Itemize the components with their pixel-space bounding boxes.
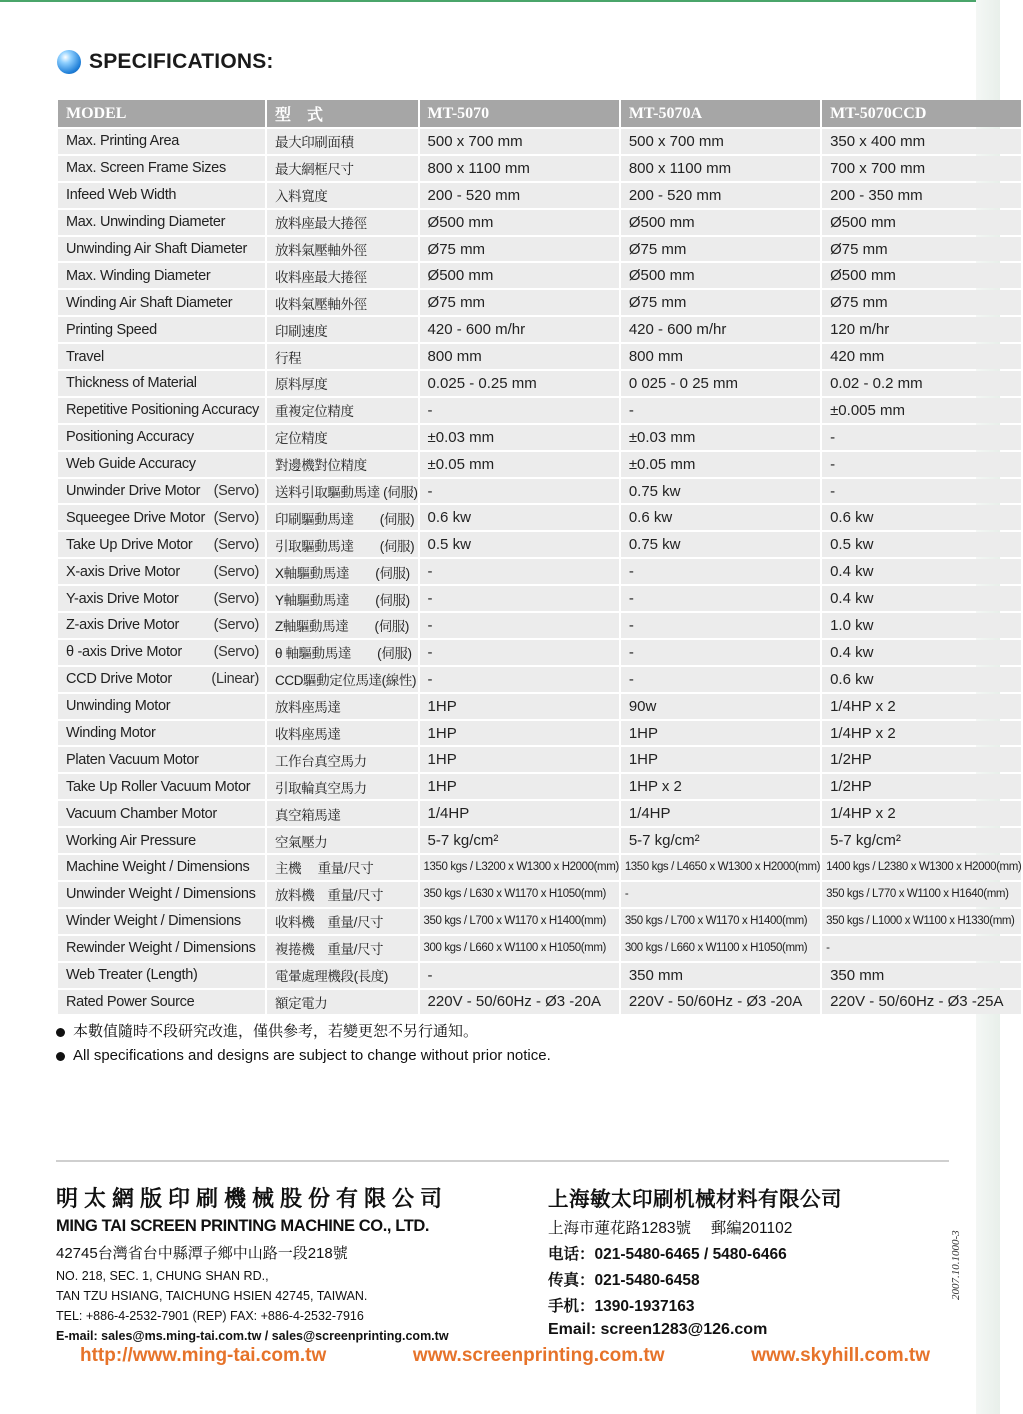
cell-value: 800 x 1100 mm	[621, 156, 820, 181]
row-label-cn: 印刷速度	[267, 317, 418, 342]
row-label-en	[58, 479, 265, 504]
row-label-en	[58, 774, 265, 799]
row-label-cn: θ 軸驅動馬達 (伺服)	[267, 640, 418, 665]
cell-value: 0.5 kw	[822, 532, 1021, 557]
table-row	[58, 371, 1021, 396]
cell-value: 0.6 kw	[621, 505, 820, 530]
table-row	[58, 855, 1021, 880]
cell-value: -	[621, 667, 820, 692]
header-mt-5070: MT-5070	[420, 100, 619, 127]
cell-value: 1400 kgs / L2380 x W1300 x H2000(mm)	[822, 855, 1021, 880]
row-label-cn: 送料引取驅動馬達 (伺服)	[267, 479, 418, 504]
row-label-en-text: Max. Screen Frame Sizes	[66, 160, 226, 177]
table-row	[58, 613, 1021, 638]
table-row	[58, 156, 1021, 181]
address-en-line1: NO. 218, SEC. 1, CHUNG SHAN RD.,	[56, 1269, 269, 1283]
row-label-en-text: Y-axis Drive Motor	[66, 590, 179, 607]
cell-value: 220V - 50/60Hz - Ø3 -20A	[621, 990, 820, 1015]
cell-value: 1HP	[420, 721, 619, 746]
table-row	[58, 774, 1021, 799]
row-label-en-text: Winding Motor	[66, 725, 156, 742]
row-label-cn: 主機 重量/尺寸	[267, 855, 418, 880]
row-label-en	[58, 909, 265, 934]
company-right-fax: 传真：021-5480-6458	[548, 1272, 700, 1289]
cell-value: -	[822, 425, 1021, 450]
row-label-en-text: Unwinding Air Shaft Diameter	[66, 241, 247, 257]
row-label-en-text: Positioning Accuracy	[66, 429, 194, 446]
row-label-en-text: Working Air Pressure	[66, 832, 196, 849]
cell-value: 300 kgs / L660 x W1100 x H1050(mm)	[621, 936, 820, 961]
cell-value: 420 - 600 m/hr	[621, 317, 820, 342]
cell-value: 0.5 kw	[420, 532, 619, 557]
note-en	[56, 1044, 551, 1068]
company-left	[56, 1182, 496, 1343]
company-right	[548, 1182, 928, 1339]
cell-value: 1/4HP	[621, 801, 820, 826]
cell-value: -	[822, 452, 1021, 477]
cell-value: Ø75 mm	[621, 290, 820, 315]
url-bar	[80, 1345, 930, 1367]
cell-value: 1350 kgs / L4650 x W1300 x H2000(mm)	[621, 855, 820, 880]
cell-value: -	[621, 882, 820, 907]
cell-value: Ø500 mm	[621, 210, 820, 235]
row-label-cn: Z軸驅動馬達 (伺服)	[267, 613, 418, 638]
cell-value: ±0.05 mm	[420, 452, 619, 477]
header-mt-5070ccd: MT-5070CCD	[822, 100, 1021, 127]
cell-value: Ø500 mm	[420, 263, 619, 288]
row-label-en	[58, 344, 265, 369]
cell-value: 0 025 - 0 25 mm	[621, 371, 820, 396]
header-mt-5070a: MT-5070A	[621, 100, 820, 127]
row-label-cn: 收料座馬達	[267, 721, 418, 746]
row-label-cn: 空氣壓力	[267, 828, 418, 853]
table-row	[58, 828, 1021, 853]
table-row	[58, 747, 1021, 772]
company-name-en: MING TAI SCREEN PRINTING MACHINE CO., LTD.	[56, 1217, 430, 1235]
cell-value: 200 - 350 mm	[822, 183, 1021, 208]
row-label-cn: 放料機 重量/尺寸	[267, 882, 418, 907]
cell-value: Ø500 mm	[822, 263, 1021, 288]
row-label-en	[58, 559, 265, 584]
cell-value: -	[420, 398, 619, 423]
spec-header	[57, 50, 274, 74]
cell-value: -	[420, 667, 619, 692]
row-label-en-text: Z-axis Drive Motor	[66, 617, 180, 634]
top-rule	[0, 0, 1000, 2]
table-body	[58, 129, 1021, 1014]
row-label-en-text: Take Up Drive Motor	[66, 536, 193, 553]
row-label-en-text: Printing Speed	[66, 321, 157, 338]
row-label-cn: 收料氣壓軸外徑	[267, 290, 418, 315]
row-label-en	[58, 263, 265, 288]
row-label-cn: 最大印刷面積	[267, 129, 418, 154]
cell-value: 0.75 kw	[621, 532, 820, 557]
row-label-en-text: Platen Vacuum Motor	[66, 751, 199, 768]
cell-value: 1350 kgs / L3200 x W1300 x H2000(mm)	[420, 855, 619, 880]
bullet-dot-icon	[56, 1052, 65, 1061]
row-label-en-text: X-axis Drive Motor	[66, 563, 180, 580]
row-label-en	[58, 129, 265, 154]
cell-value: Ø75 mm	[420, 237, 619, 262]
table-row	[58, 398, 1021, 423]
cell-value: Ø75 mm	[420, 290, 619, 315]
row-label-en	[58, 801, 265, 826]
cell-value: 0.025 - 0.25 mm	[420, 371, 619, 396]
row-label-cn: 定位精度	[267, 425, 418, 450]
cell-value: -	[621, 559, 820, 584]
row-label-en-text: Travel	[66, 348, 104, 365]
company-right-email[interactable]: Email: screen1283@126.com	[548, 1321, 768, 1338]
row-label-en	[58, 855, 265, 880]
cell-value: 1/4HP x 2	[822, 801, 1021, 826]
company-right-phone: 电话：021-5480-6465 / 5480-6466	[548, 1246, 787, 1263]
row-label-cn: 電暈處理機段(長度)	[267, 963, 418, 988]
cell-value: -	[621, 640, 820, 665]
row-label-en-text: Unwinding Motor	[66, 698, 171, 715]
cell-value: 350 kgs / L630 x W1170 x H1050(mm)	[420, 882, 619, 907]
table-row	[58, 425, 1021, 450]
table-row	[58, 532, 1021, 557]
header-model-cn: 型 式	[267, 100, 418, 127]
table-row	[58, 640, 1021, 665]
cell-value: 1HP	[420, 694, 619, 719]
row-label-en-text: Rewinder Weight / Dimensions	[66, 940, 256, 957]
row-label-en	[58, 398, 265, 423]
row-label-en	[58, 882, 265, 907]
table-row	[58, 882, 1021, 907]
row-label-en	[58, 156, 265, 181]
row-label-en-text: Thickness of Material	[66, 375, 197, 392]
row-label-en-text: Unwinder Drive Motor	[66, 483, 201, 500]
cell-value: -	[621, 586, 820, 611]
row-label-en	[58, 721, 265, 746]
version-code: 2007.10.1000-3	[950, 1230, 962, 1300]
cell-value: 0.4 kw	[822, 640, 1021, 665]
cell-value: 5-7 kg/cm²	[621, 828, 820, 853]
row-label-en-text: Web Treater (Length)	[66, 967, 198, 984]
spec-table	[56, 98, 1023, 1016]
url-ming-tai[interactable]: http://www.ming-tai.com.tw	[80, 1345, 327, 1366]
row-label-suffix: (Servo)	[213, 536, 259, 553]
cell-value: 0.02 - 0.2 mm	[822, 371, 1021, 396]
cell-value: 1/2HP	[822, 747, 1021, 772]
row-label-en	[58, 371, 265, 396]
row-label-en-text: Take Up Roller Vacuum Motor	[66, 778, 251, 795]
table-row	[58, 129, 1021, 154]
row-label-cn: Y軸驅動馬達 (伺服)	[267, 586, 418, 611]
table-row	[58, 990, 1021, 1015]
cell-value: Ø75 mm	[822, 290, 1021, 315]
cell-value: 0.4 kw	[822, 586, 1021, 611]
row-label-suffix: (Servo)	[213, 617, 259, 634]
row-label-en	[58, 613, 265, 638]
table-row	[58, 317, 1021, 342]
row-label-en	[58, 963, 265, 988]
row-label-cn: X軸驅動馬達 (伺服)	[267, 559, 418, 584]
row-label-suffix: (Servo)	[213, 590, 259, 607]
cell-value: -	[420, 963, 619, 988]
row-label-en-text: Rated Power Source	[66, 993, 195, 1010]
bullet-dot-icon	[56, 1028, 65, 1037]
row-label-en	[58, 452, 265, 477]
cell-value: 350 kgs / L1000 x W1100 x H1330(mm)	[822, 909, 1021, 934]
cell-value: 500 x 700 mm	[621, 129, 820, 154]
row-label-cn: 放料座最大捲徑	[267, 210, 418, 235]
row-label-cn: 工作台真空馬力	[267, 747, 418, 772]
company-name-cn: 明太網版印刷機械股份有限公司	[56, 1186, 449, 1211]
cell-value: -	[420, 479, 619, 504]
cell-value: ±0.03 mm	[420, 425, 619, 450]
row-label-en-text: Machine Weight / Dimensions	[66, 859, 250, 876]
cell-value: 420 mm	[822, 344, 1021, 369]
cell-value: 420 - 600 m/hr	[420, 317, 619, 342]
cell-value: 1HP	[420, 747, 619, 772]
row-label-cn: 複捲機 重量/尺寸	[267, 936, 418, 961]
row-label-en	[58, 505, 265, 530]
company-right-address: 上海市蓮花路1283號 郵編201102	[548, 1220, 793, 1237]
cell-value: 0.6 kw	[420, 505, 619, 530]
row-label-en	[58, 183, 265, 208]
cell-value: 220V - 50/60Hz - Ø3 -25A	[822, 990, 1021, 1015]
cell-value: -	[621, 398, 820, 423]
cell-value: 1.0 kw	[822, 613, 1021, 638]
row-label-suffix: (Servo)	[213, 644, 259, 661]
row-label-en-text: Max. Winding Diameter	[66, 267, 211, 284]
row-label-cn: 放料座馬達	[267, 694, 418, 719]
row-label-en	[58, 640, 265, 665]
table-row	[58, 936, 1021, 961]
cell-value: 0.75 kw	[621, 479, 820, 504]
cell-value: Ø500 mm	[420, 210, 619, 235]
table-row	[58, 479, 1021, 504]
table-row	[58, 452, 1021, 477]
row-label-cn: 印刷驅動馬達 (伺服)	[267, 505, 418, 530]
row-label-en-text: Vacuum Chamber Motor	[66, 805, 217, 822]
section-title: SPECIFICATIONS:	[89, 50, 274, 73]
table-row	[58, 694, 1021, 719]
table-row	[58, 963, 1021, 988]
table-row	[58, 183, 1021, 208]
table-row	[58, 505, 1021, 530]
row-label-cn: 引取驅動馬達 (伺服)	[267, 532, 418, 557]
cell-value: 350 kgs / L700 x W1170 x H1400(mm)	[420, 909, 619, 934]
row-label-cn: 引取輪真空馬力	[267, 774, 418, 799]
cell-value: Ø500 mm	[621, 263, 820, 288]
table-row	[58, 237, 1021, 262]
row-label-en-text: Infeed Web Width	[66, 187, 177, 204]
cell-value: 1HP x 2	[621, 774, 820, 799]
cell-value: -	[621, 613, 820, 638]
row-label-en	[58, 667, 265, 692]
cell-value: 350 kgs / L770 x W1100 x H1640(mm)	[822, 882, 1021, 907]
cell-value: 800 mm	[621, 344, 820, 369]
cell-value: 700 x 700 mm	[822, 156, 1021, 181]
row-label-en	[58, 532, 265, 557]
header-model: MODEL	[58, 100, 265, 127]
cell-value: 350 x 400 mm	[822, 129, 1021, 154]
cell-value: 1HP	[621, 747, 820, 772]
row-label-en-text: Squeegee Drive Motor	[66, 509, 206, 526]
cell-value: 1/4HP x 2	[822, 694, 1021, 719]
row-label-en-text: Winding Air Shaft Diameter	[66, 294, 233, 311]
row-label-en	[58, 237, 265, 262]
cell-value: 500 x 700 mm	[420, 129, 619, 154]
cell-value: -	[420, 559, 619, 584]
cell-value: 5-7 kg/cm²	[420, 828, 619, 853]
table-row	[58, 290, 1021, 315]
cell-value: 350 mm	[621, 963, 820, 988]
cell-value: 120 m/hr	[822, 317, 1021, 342]
row-label-en	[58, 317, 265, 342]
row-label-en-text: θ -axis Drive Motor	[66, 644, 182, 661]
row-label-cn: 入料寬度	[267, 183, 418, 208]
url-screenprinting[interactable]: www.screenprinting.com.tw	[412, 1345, 665, 1366]
cell-value: -	[420, 640, 619, 665]
table-row	[58, 210, 1021, 235]
note-en-text: All specifications and designs are subject to change without prior notice.	[73, 1047, 551, 1064]
cell-value: -	[822, 479, 1021, 504]
cell-value: 0.4 kw	[822, 559, 1021, 584]
cell-value: 1/4HP x 2	[822, 721, 1021, 746]
row-label-en-text: Max. Printing Area	[66, 133, 180, 150]
cell-value: 800 mm	[420, 344, 619, 369]
address-en-line2: TAN TZU HSIANG, TAICHUNG HSIEN 42745, TAIWAN.	[56, 1289, 368, 1303]
row-label-cn: 放料氣壓軸外徑	[267, 237, 418, 262]
cell-value: Ø75 mm	[822, 237, 1021, 262]
cell-value: Ø75 mm	[621, 237, 820, 262]
table-row	[58, 263, 1021, 288]
cell-value: ±0.005 mm	[822, 398, 1021, 423]
row-label-en	[58, 210, 265, 235]
row-label-en	[58, 747, 265, 772]
row-label-cn: CCD驅動定位馬達(線性)	[267, 667, 418, 692]
cell-value: 0.6 kw	[822, 667, 1021, 692]
row-label-en-text: Web Guide Accuracy	[66, 456, 196, 473]
cell-value: 220V - 50/60Hz - Ø3 -20A	[420, 990, 619, 1015]
blue-ball-icon	[57, 50, 81, 74]
cell-value: ±0.05 mm	[621, 452, 820, 477]
cell-value: 1/2HP	[822, 774, 1021, 799]
cell-value: 5-7 kg/cm²	[822, 828, 1021, 853]
cell-value: 200 - 520 mm	[420, 183, 619, 208]
table-row	[58, 344, 1021, 369]
row-label-en	[58, 425, 265, 450]
table-row	[58, 721, 1021, 746]
row-label-suffix: (Servo)	[213, 483, 259, 500]
row-label-en	[58, 990, 265, 1015]
row-label-en	[58, 586, 265, 611]
company-right-mobile: 手机：1390-1937163	[548, 1298, 695, 1315]
row-label-cn: 重複定位精度	[267, 398, 418, 423]
row-label-cn: 收料座最大捲徑	[267, 263, 418, 288]
row-label-en	[58, 290, 265, 315]
cell-value: -	[420, 613, 619, 638]
row-label-cn: 真空箱馬達	[267, 801, 418, 826]
cell-value: 90w	[621, 694, 820, 719]
row-label-cn: 額定電力	[267, 990, 418, 1015]
row-label-en-text: Repetitive Positioning Accuracy	[66, 402, 259, 419]
table-row	[58, 559, 1021, 584]
row-label-en-text: Winder Weight / Dimensions	[66, 913, 241, 930]
url-skyhill[interactable]: www.skyhill.com.tw	[751, 1345, 930, 1366]
row-label-cn: 對邊機對位精度	[267, 452, 418, 477]
row-label-suffix: (Servo)	[213, 563, 259, 580]
email-left[interactable]: E-mail: sales@ms.ming-tai.com.tw / sales@screenprinting.com.tw	[56, 1329, 449, 1343]
table-row	[58, 801, 1021, 826]
cell-value: 350 kgs / L700 x W1170 x H1400(mm)	[621, 909, 820, 934]
footer-divider	[56, 1160, 949, 1162]
table-header-row	[58, 100, 1021, 127]
row-label-suffix: (Servo)	[213, 509, 259, 526]
cell-value: 300 kgs / L660 x W1100 x H1050(mm)	[420, 936, 619, 961]
row-label-en-text: Unwinder Weight / Dimensions	[66, 886, 256, 903]
cell-value: ±0.03 mm	[621, 425, 820, 450]
note-cn	[56, 1020, 551, 1044]
cell-value: 1/4HP	[420, 801, 619, 826]
cell-value: Ø500 mm	[822, 210, 1021, 235]
notes	[56, 1020, 551, 1068]
row-label-cn: 最大網框尺寸	[267, 156, 418, 181]
cell-value: 350 mm	[822, 963, 1021, 988]
row-label-en	[58, 694, 265, 719]
row-label-en	[58, 936, 265, 961]
row-label-suffix: (Linear)	[211, 671, 259, 688]
cell-value: 0.6 kw	[822, 505, 1021, 530]
cell-value: -	[822, 936, 1021, 961]
cell-value: 800 x 1100 mm	[420, 156, 619, 181]
row-label-en-text: CCD Drive Motor	[66, 671, 172, 688]
note-cn-text: 本數值隨時不段研究改進，僅供參考，若變更恕不另行通知。	[73, 1023, 479, 1040]
cell-value: 1HP	[420, 774, 619, 799]
row-label-en-text: Max. Unwinding Diameter	[66, 214, 226, 231]
table-row	[58, 909, 1021, 934]
row-label-cn: 原料厚度	[267, 371, 418, 396]
company-right-name: 上海敏太印刷机械材料有限公司	[548, 1188, 842, 1211]
address-cn: 42745台灣省台中縣潭子鄉中山路一段218號	[56, 1245, 348, 1262]
cell-value: 200 - 520 mm	[621, 183, 820, 208]
table-row	[58, 586, 1021, 611]
cell-value: -	[420, 586, 619, 611]
tel-fax: TEL: +886-4-2532-7901 (REP) FAX: +886-4-2532-7916	[56, 1309, 364, 1323]
cell-value: 1HP	[621, 721, 820, 746]
row-label-cn: 收料機 重量/尺寸	[267, 909, 418, 934]
table-row	[58, 667, 1021, 692]
row-label-en	[58, 828, 265, 853]
row-label-cn: 行程	[267, 344, 418, 369]
